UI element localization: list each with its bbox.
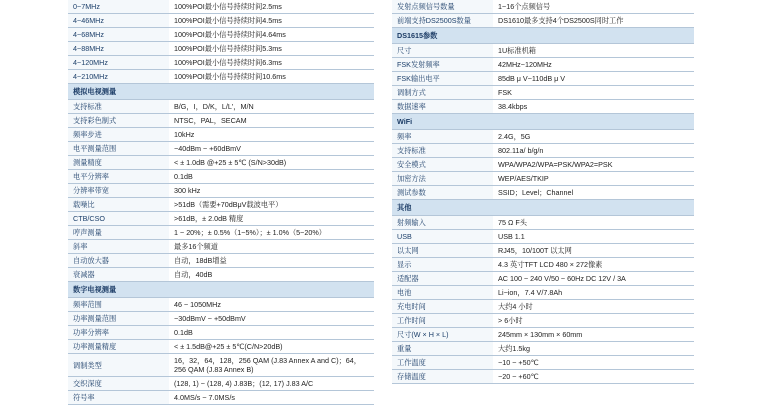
spec-label: 工作时间 [392, 314, 493, 328]
spec-row [392, 144, 694, 158]
spec-label: 斜率 [68, 240, 169, 254]
spec-value: < ± 1.0dB @+25 ± 5℃ (S/N>30dB) [169, 156, 374, 170]
spec-row [68, 156, 374, 170]
spec-value: 46 ~ 1050MHz [169, 298, 374, 312]
spec-value: > 6小时 [493, 314, 694, 328]
spec-row [392, 14, 694, 28]
spec-value: 42MHz~120MHz [493, 58, 694, 72]
section-header [68, 282, 374, 298]
spec-row [392, 328, 694, 342]
spec-row [392, 0, 694, 14]
spec-label: 支持标准 [392, 144, 493, 158]
spec-row [68, 114, 374, 128]
spec-value: 1U标准机箱 [493, 44, 694, 58]
spec-label: 4~46MHz [68, 14, 169, 28]
left-spec-column [68, 0, 374, 405]
spec-row [392, 272, 694, 286]
spec-label: 4~88MHz [68, 42, 169, 56]
spec-label: 4~120MHz [68, 56, 169, 70]
spec-label: 功率测量精度 [68, 340, 169, 354]
spec-row [68, 0, 374, 14]
spec-value: 100%POI最小信号持续时间6.3ms [169, 56, 374, 70]
spec-value: 1 ~ 20%；± 0.5%（1~5%）；± 1.0%（5~20%） [169, 226, 374, 240]
spec-value: 100%POI最小信号持续时间4.64ms [169, 28, 374, 42]
right-spec-table [392, 0, 694, 384]
spec-row [392, 130, 694, 144]
section-header [392, 28, 694, 44]
spec-label: 交织深度 [68, 377, 169, 391]
spec-row [68, 170, 374, 184]
spec-row [68, 340, 374, 354]
spec-value: 2.4G，5G [493, 130, 694, 144]
spec-value: 16，32，64，128，256 QAM (J.83 Annex A and C)；64，256 QAM (J.83 Annex B) [169, 354, 374, 377]
spec-label: 安全模式 [392, 158, 493, 172]
spec-label: 哼声测量 [68, 226, 169, 240]
spec-value: 100%POI最小信号持续时间10.6ms [169, 70, 374, 84]
spec-label: 4~210MHz [68, 70, 169, 84]
spec-row [68, 212, 374, 226]
spec-row [68, 14, 374, 28]
section-title: 数字电视测量 [68, 282, 374, 298]
spec-label: 支持彩色制式 [68, 114, 169, 128]
spec-label: 充电时间 [392, 300, 493, 314]
spec-label: 射频输入 [392, 216, 493, 230]
spec-row [392, 158, 694, 172]
spec-row [68, 128, 374, 142]
spec-value: 最多16个频道 [169, 240, 374, 254]
spec-value: 4.3 英寸TFT LCD 480 × 272像素 [493, 258, 694, 272]
spec-label: USB [392, 230, 493, 244]
section-header [68, 84, 374, 100]
spec-value: 100%POI最小信号持续时间4.5ms [169, 14, 374, 28]
spec-value: −10 ~ +50℃ [493, 356, 694, 370]
section-title: 其他 [392, 200, 694, 216]
spec-row [68, 142, 374, 156]
spec-value: B/G，I，D/K，L/L'，M/N [169, 100, 374, 114]
spec-value: −40dBm ~ +60dBmV [169, 142, 374, 156]
section-header [392, 114, 694, 130]
spec-value: NTSC，PAL，SECAM [169, 114, 374, 128]
spec-value: 245mm × 130mm × 60mm [493, 328, 694, 342]
spec-row [68, 354, 374, 377]
spec-label: 支持标准 [68, 100, 169, 114]
spec-row [68, 312, 374, 326]
left-spec-table [68, 0, 374, 405]
spec-value: SSID；Level；Channel [493, 186, 694, 200]
spec-row [392, 86, 694, 100]
spec-row [68, 326, 374, 340]
spec-row [392, 186, 694, 200]
spec-row [392, 286, 694, 300]
spec-label: 工作温度 [392, 356, 493, 370]
spec-label: 载噪比 [68, 198, 169, 212]
spec-label: CTB/CSO [68, 212, 169, 226]
section-title: DS1615参数 [392, 28, 694, 44]
spec-row [392, 44, 694, 58]
spec-label: 0~7MHz [68, 0, 169, 14]
spec-row [68, 70, 374, 84]
spec-label: 数据速率 [392, 100, 493, 114]
spec-value: 0.1dB [169, 326, 374, 340]
spec-label: 频率步进 [68, 128, 169, 142]
spec-row [68, 268, 374, 282]
spec-row [392, 72, 694, 86]
spec-value: 85dB μ V~110dB μ V [493, 72, 694, 86]
spec-label: 适配器 [392, 272, 493, 286]
spec-value: WPA/WPA2/WPA=PSK/WPA2=PSK [493, 158, 694, 172]
spec-value: −30dBmV ~ +50dBmV [169, 312, 374, 326]
spec-label: 4~68MHz [68, 28, 169, 42]
spec-label: 加密方法 [392, 172, 493, 186]
spec-row [392, 172, 694, 186]
spec-value: >51dB（需要+70dBμV载波电平） [169, 198, 374, 212]
spec-label: 测量精度 [68, 156, 169, 170]
spec-label: 调制方式 [392, 86, 493, 100]
spec-value: Li−ion，7.4 V/7.8Ah [493, 286, 694, 300]
spec-value: 大约1.5kg [493, 342, 694, 356]
spec-label: 调制类型 [68, 354, 169, 377]
spec-value: FSK [493, 86, 694, 100]
section-title: 模拟电视测量 [68, 84, 374, 100]
spec-label: 频率范围 [68, 298, 169, 312]
spec-value: AC 100 ~ 240 V/50 ~ 60Hz DC 12V / 3A [493, 272, 694, 286]
spec-row [68, 377, 374, 391]
spec-value: DS1610最多支持4个DS2500S同时工作 [493, 14, 694, 28]
spec-label: 符号率 [68, 391, 169, 405]
spec-value: 自动，40dB [169, 268, 374, 282]
spec-row [392, 216, 694, 230]
spec-value: 自动，18dB增益 [169, 254, 374, 268]
spec-row [392, 230, 694, 244]
spec-row [68, 391, 374, 405]
spec-value: 75 Ω F头 [493, 216, 694, 230]
spec-label: 分辨率带宽 [68, 184, 169, 198]
spec-label: 尺寸 [392, 44, 493, 58]
spec-value: 1~16个点频信号 [493, 0, 694, 14]
spec-value: WEP/AES/TKIP [493, 172, 694, 186]
spec-row [68, 42, 374, 56]
spec-value: USB 1.1 [493, 230, 694, 244]
spec-label: 功率分辨率 [68, 326, 169, 340]
spec-row [68, 184, 374, 198]
section-header [392, 200, 694, 216]
spec-label: FSK输出电平 [392, 72, 493, 86]
spec-value: 38.4kbps [493, 100, 694, 114]
spec-row [392, 58, 694, 72]
spec-row [392, 370, 694, 384]
spec-value: 300 kHz [169, 184, 374, 198]
spec-label: 重量 [392, 342, 493, 356]
spec-row [68, 240, 374, 254]
section-title: WiFi [392, 114, 694, 130]
spec-label: 显示 [392, 258, 493, 272]
spec-label: 以太网 [392, 244, 493, 258]
spec-row [392, 244, 694, 258]
spec-label: 电平测量范围 [68, 142, 169, 156]
spec-value: 802.11a/ b/g/n [493, 144, 694, 158]
spec-label: 存储温度 [392, 370, 493, 384]
spec-value: −20 ~ +60℃ [493, 370, 694, 384]
spec-row [68, 226, 374, 240]
spec-row [68, 298, 374, 312]
spec-value: 10kHz [169, 128, 374, 142]
spec-value: < ± 1.5dB@+25 ± 5℃(C/N>20dB) [169, 340, 374, 354]
spec-value: 0.1dB [169, 170, 374, 184]
spec-label: 电池 [392, 286, 493, 300]
spec-row [392, 356, 694, 370]
spec-value: (128, 1) ~ (128, 4) J.83B；(12, 17) J.83 A/C [169, 377, 374, 391]
spec-row [68, 254, 374, 268]
spec-value: RJ45，10/100T 以太网 [493, 244, 694, 258]
spec-value: 100%POI最小信号持续时间5.3ms [169, 42, 374, 56]
spec-row [68, 28, 374, 42]
spec-value: >61dB，± 2.0dB 精度 [169, 212, 374, 226]
spec-value: 4.0MS/s ~ 7.0MS/s [169, 391, 374, 405]
spec-label: 自动放大器 [68, 254, 169, 268]
spec-row [68, 56, 374, 70]
spec-value: 100%POI最小信号持续时间2.5ms [169, 0, 374, 14]
spec-value: 大约4 小时 [493, 300, 694, 314]
spec-row [392, 100, 694, 114]
spec-label: 尺寸(W × H × L) [392, 328, 493, 342]
spec-label: 前端支持DS2500S数量 [392, 14, 493, 28]
spec-label: 功率测量范围 [68, 312, 169, 326]
spec-row [68, 198, 374, 212]
spec-row [68, 100, 374, 114]
spec-label: 衰减器 [68, 268, 169, 282]
spec-label: 电平分辨率 [68, 170, 169, 184]
spec-row [392, 258, 694, 272]
spec-label: 测试参数 [392, 186, 493, 200]
right-spec-column [392, 0, 694, 384]
spec-label: 频率 [392, 130, 493, 144]
spec-label: 发射点频信号数量 [392, 0, 493, 14]
spec-row [392, 314, 694, 328]
spec-row [392, 300, 694, 314]
spec-row [392, 342, 694, 356]
spec-label: FSK发射频率 [392, 58, 493, 72]
